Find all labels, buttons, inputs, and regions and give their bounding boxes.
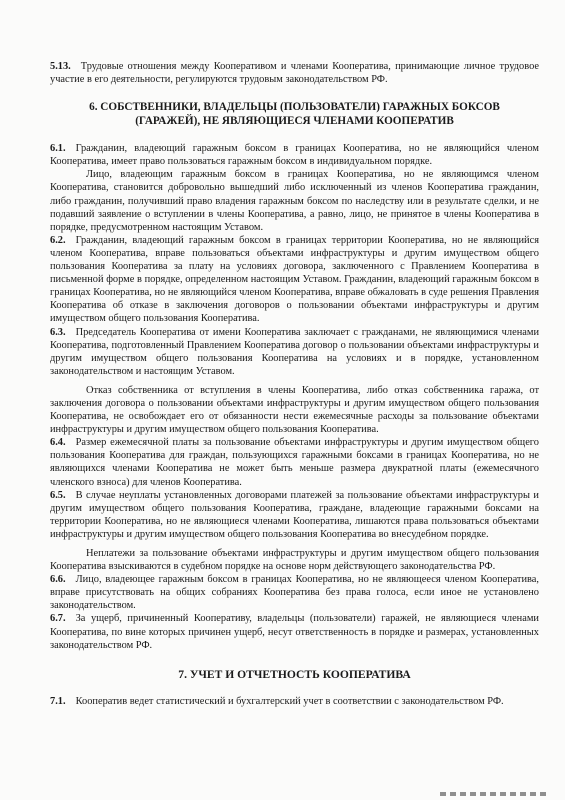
clause-text: Председатель Кооператива от имени Кооператива заключает с гражданами, не являющимися членами Кооператива, подготовленный Правлением Кооператива договор о пользовании объектами инфраструктуры и другим имуществом общего пользования Кооператива на условиях и в порядке, установленном законодательством и настоящим Уставом. xyxy=(50,326,539,377)
clause-text: Лицо, владеющее гаражным боксом в границах Кооператива, но не являющееся членом Кооператива, вправе присутствовать на общих собраниях Кооператива без права голоса, если иное не установлено законодательством. xyxy=(50,574,539,612)
clause-6-1-paragraph-2: Лицо, владеющим гаражным боксом в границах Кооператива, но не являющимся членом Кооператива, становится добровольно вышедший либо исключенный из членов Кооператива гражданин, либо гражданин, получивший право владения гаражным боксом по наследству или в результате сделки, и не подавший заявление о вступлении в члены Кооператива, а равно, лицо, не принятое в члены Кооператива в порядке, предусмотренном настоящим Уставом. xyxy=(50,169,539,233)
clause-number: 6.2. xyxy=(50,234,66,246)
clause-6-2 xyxy=(50,234,539,326)
clause-text: Размер ежемесячной платы за пользование объектами инфраструктуры и другим имуществом общего пользования Кооператива для граждан, пользующихся гаражными боксами в границах Кооператива, но не являющихся членами Кооператива не может быть меньше размера двукратной платы (ежемесячного членского взноса) для членов Кооператива. xyxy=(50,437,539,488)
clause-7-1 xyxy=(50,695,539,708)
clause-6-3 xyxy=(50,326,539,378)
section-7-heading: 7. УЧЕТ И ОТЧЕТНОСТЬ КООПЕРАТИВА xyxy=(178,667,411,681)
clause-6-1 xyxy=(50,142,539,168)
clause-number: 6.7. xyxy=(50,613,66,625)
clause-text: За ущерб, причиненный Кооперативу, владельцы (пользователи) гаражей, не являющиеся членами Кооператива, по вине которых причинен ущерб, несут ответственность в порядке и размерах, установленных законодательством РФ. xyxy=(50,613,539,651)
clause-number: 6.3. xyxy=(50,326,66,338)
clause-number: 6.4. xyxy=(50,437,66,449)
clause-6-5-paragraph-2: Неплатежи за пользование объектами инфраструктуры и другим имуществом общего пользования Кооператива взыскиваются в судебном порядке на основе норм действующего законодательства РФ. xyxy=(50,548,539,573)
clause-text: В случае неуплаты установленных договорами платежей за пользование объектами инфраструктуры и другим имуществом общего пользования Кооператива, граждане, владеющие гаражными боксами на территории Кооператива, но не являющиеся членами Кооператива, лишаются права пользоваться объектами инфраструктуры и другим имуществом общего пользования Кооператива во внесудебном порядке. xyxy=(50,489,539,540)
clause-6-5 xyxy=(50,489,539,541)
scan-artifact xyxy=(440,792,550,796)
clause-6-4 xyxy=(50,436,539,488)
clause-number: 5.13. xyxy=(50,61,71,72)
clause-text: Трудовые отношения между Кооперативом и членами Кооператива, принимающие личное трудовое участие в его деятельности, регулируются трудовым законодательством РФ. xyxy=(50,61,539,86)
clause-number: 6.5. xyxy=(50,489,66,501)
clause-5-13 xyxy=(50,60,539,86)
clause-6-6 xyxy=(50,573,539,612)
clause-text: Кооператив ведет статистический и бухгалтерский учет в соответствии с законодательством РФ. xyxy=(75,695,504,707)
clause-text: Гражданин, владеющий гаражным боксом в границах территории Кооператива, но не являющийся членом Кооператива, вправе пользоваться объектами инфраструктуры и другим имуществом общего пользования Кооператива за плату на условиях договора, заключенного с Правлением Кооператива в письменной форме в порядке, определенном настоящим Уставом. Гражданин, владеющий гаражным боксом в границах Кооператива, но не являющийся членом Кооператива, вправе обжаловать в суде решения Правления Кооператива об отказе в заключения договоров о пользовании объектами инфраструктуры и другим имуществом общего пользования Кооператива. xyxy=(50,234,539,325)
clause-6-7 xyxy=(50,612,539,651)
clause-number: 6.6. xyxy=(50,574,66,586)
clause-6-3-paragraph-2: Отказ собственника от вступления в члены Кооператива, либо отказ собственника гаража, от заключения договора о пользовании объектами инфраструктуры и другим имуществом общего пользования Кооператива, не освобождает его от обязанности нести ежемесячные расходы за пользование объектами инфраструктуры и другим имуществом общего пользования Кооператива. xyxy=(50,384,539,436)
clause-number: 6.1. xyxy=(50,143,66,155)
clause-number: 7.1. xyxy=(50,695,66,707)
section-6-heading: 6. СОБСТВЕННИКИ, ВЛАДЕЛЬЦЫ (ПОЛЬЗОВАТЕЛИ) ГАРАЖНЫХ БОКСОВ (ГАРАЖЕЙ), НЕ ЯВЛЯЮЩИЕСЯ ЧЛЕНАМИ КООПЕРАТИВ xyxy=(89,101,500,128)
clause-text: Гражданин, владеющий гаражным боксом в границах Кооператива, но не являющийся членом Кооператива, имеет право пользоваться гаражным боксом в индивидуальном порядке. xyxy=(50,143,539,168)
